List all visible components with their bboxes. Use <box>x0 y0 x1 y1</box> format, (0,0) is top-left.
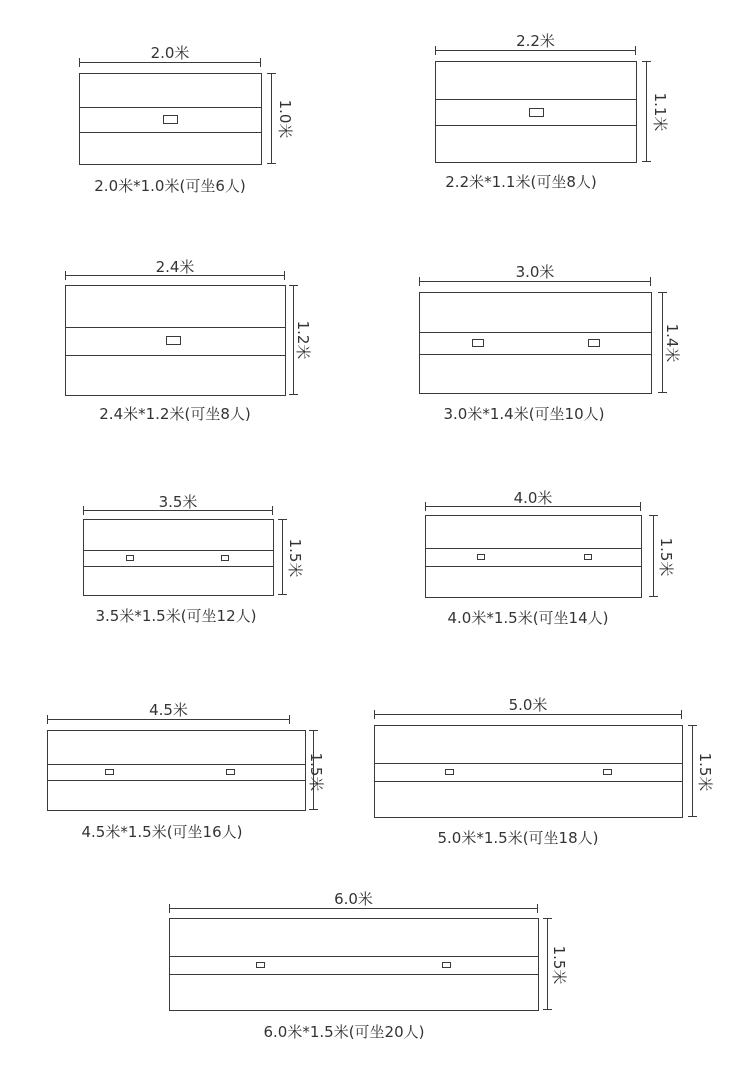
table-divider-line <box>84 566 273 567</box>
width-dimension-line <box>83 510 273 511</box>
height-dimension-label: 1.1米 <box>651 92 669 132</box>
power-socket <box>126 555 134 561</box>
power-socket <box>163 115 178 124</box>
height-dimension-label: 1.5米 <box>286 538 304 578</box>
table-caption: 2.4米*1.2米(可坐8人) <box>99 405 251 423</box>
power-socket <box>588 339 600 347</box>
height-dimension-label: 1.5米 <box>657 537 675 577</box>
power-socket <box>442 962 451 968</box>
height-dimension-line <box>271 73 272 164</box>
power-socket <box>472 339 484 347</box>
power-socket <box>603 769 612 775</box>
table-divider-line <box>420 354 651 355</box>
table-divider-line <box>80 107 261 108</box>
table-divider-line <box>375 781 682 782</box>
width-dimension-label: 2.0米 <box>150 44 190 62</box>
width-dimension-line <box>419 281 651 282</box>
table-divider-line <box>426 548 641 549</box>
height-dimension-line <box>692 725 693 817</box>
height-dimension-label: 1.2米 <box>294 320 312 360</box>
table-divider-line <box>426 566 641 567</box>
height-dimension-label: 1.5米 <box>696 752 714 792</box>
width-dimension-label: 3.5米 <box>158 493 198 511</box>
power-socket <box>477 554 485 560</box>
table-caption: 6.0米*1.5米(可坐20人) <box>263 1023 425 1041</box>
table-outline <box>435 61 637 163</box>
power-socket <box>226 769 235 775</box>
table-divider-line <box>420 332 651 333</box>
table-divider-line <box>170 956 538 957</box>
table-caption: 3.0米*1.4米(可坐10人) <box>443 405 605 423</box>
width-dimension-label: 4.0米 <box>513 489 553 507</box>
width-dimension-line <box>79 62 261 63</box>
width-dimension-label: 5.0米 <box>508 696 548 714</box>
height-dimension-label: 1.5米 <box>550 945 568 985</box>
height-dimension-line <box>653 515 654 597</box>
width-dimension-label: 2.4米 <box>155 258 195 276</box>
width-dimension-line <box>425 506 641 507</box>
table-outline <box>419 292 652 394</box>
table-caption: 5.0米*1.5米(可坐18人) <box>437 829 599 847</box>
table-outline <box>79 73 262 165</box>
power-socket <box>105 769 114 775</box>
table-divider-line <box>436 125 636 126</box>
table-divider-line <box>48 780 305 781</box>
width-dimension-label: 2.2米 <box>516 32 555 50</box>
table-divider-line <box>436 99 636 100</box>
power-socket <box>445 769 454 775</box>
table-divider-line <box>375 763 682 764</box>
table-divider-line <box>66 355 285 356</box>
power-socket <box>166 336 181 345</box>
width-dimension-line <box>435 50 636 51</box>
table-caption: 4.0米*1.5米(可坐14人) <box>447 609 609 627</box>
table-divider-line <box>170 974 538 975</box>
height-dimension-line <box>547 918 548 1010</box>
table-divider-line <box>84 550 273 551</box>
width-dimension-label: 3.0米 <box>515 263 555 281</box>
power-socket <box>584 554 592 560</box>
height-dimension-label: 1.4米 <box>663 323 681 363</box>
power-socket <box>256 962 265 968</box>
table-outline <box>169 918 539 1011</box>
height-dimension-line <box>282 519 283 595</box>
width-dimension-line <box>47 719 290 720</box>
table-divider-line <box>80 132 261 133</box>
height-dimension-label: 1.0米 <box>276 99 294 139</box>
table-caption: 4.5米*1.5米(可坐16人) <box>81 823 243 841</box>
width-dimension-line <box>65 275 285 276</box>
power-socket <box>529 108 544 117</box>
table-divider-line <box>48 764 305 765</box>
table-outline <box>425 515 642 598</box>
power-socket <box>221 555 229 561</box>
table-divider-line <box>66 327 285 328</box>
width-dimension-label: 4.5米 <box>149 701 188 719</box>
table-outline <box>65 285 286 396</box>
table-outline <box>83 519 274 596</box>
width-dimension-label: 6.0米 <box>334 890 373 908</box>
table-outline <box>374 725 683 818</box>
width-dimension-line <box>374 714 682 715</box>
table-caption: 3.5米*1.5米(可坐12人) <box>95 607 257 625</box>
height-dimension-label: 1.5米 <box>307 752 325 792</box>
height-dimension-line <box>646 61 647 162</box>
table-outline <box>47 730 306 811</box>
table-caption: 2.2米*1.1米(可坐8人) <box>445 173 597 191</box>
width-dimension-line <box>169 908 538 909</box>
table-caption: 2.0米*1.0米(可坐6人) <box>94 177 246 195</box>
